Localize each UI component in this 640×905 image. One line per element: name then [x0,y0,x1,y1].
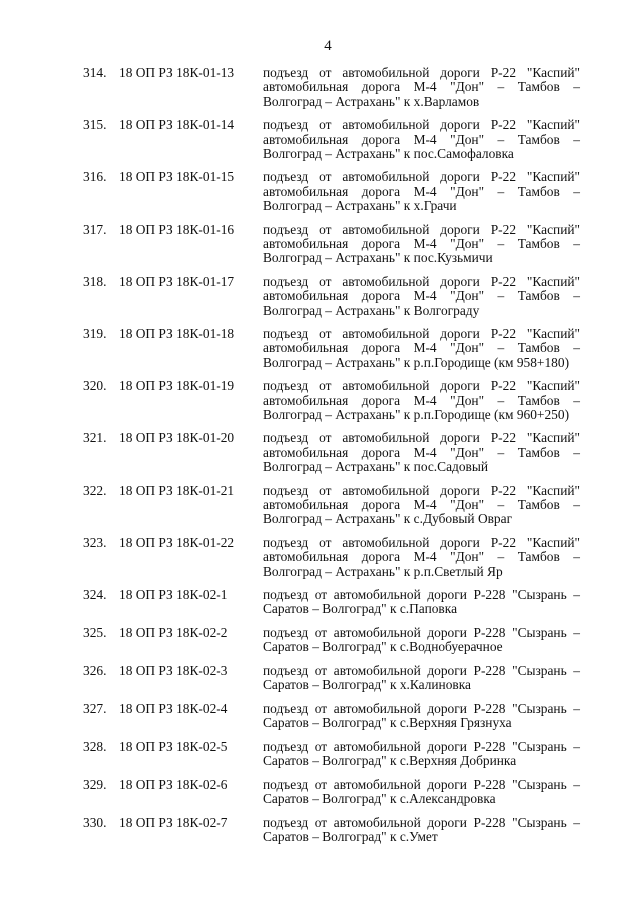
entry-number: 316. [83,169,107,185]
road-code: 18 ОП РЗ 18К-01-18 [119,325,235,341]
list-item [0,431,640,483]
road-description: подъезд от автомобильной дороги Р-22 "Каспий" автомобильная дорога М-4 "Дон" – Тамбов – Волгоград – Астрахань" к пос.Садовый [263,430,580,475]
list-item [0,816,640,854]
road-description: подъезд от автомобильной дороги Р-228 "Сызрань – Саратов – Волгоград" к с.Умет [263,814,580,845]
list-item [0,379,640,431]
road-description: подъезд от автомобильной дороги Р-228 "Сызрань – Саратов – Волгоград" к х.Калиновка [263,662,580,693]
entry-number: 327. [83,700,107,716]
entry-number: 314. [83,65,107,80]
list-item [0,626,640,664]
entry-number: 328. [83,738,107,754]
entry-number: 321. [83,430,107,446]
list-item [0,66,640,118]
list-item [0,118,640,170]
entry-number: 325. [83,624,107,640]
road-code: 18 ОП РЗ 18К-01-17 [119,273,235,289]
entry-number: 318. [83,273,107,289]
road-description: подъезд от автомобильной дороги Р-22 "Каспий" автомобильная дорога М-4 "Дон" – Тамбов – Волгоград – Астрахань" к р.п.Городище (км 958+180) [263,325,580,370]
entry-number: 317. [83,221,107,237]
road-description: подъезд от автомобильной дороги Р-228 "Сызрань – Саратов – Волгоград" к с.Александровка [263,776,580,807]
list-item [0,740,640,778]
road-code: 18 ОП РЗ 18К-02-6 [119,776,228,792]
list-item [0,588,640,626]
road-code: 18 ОП РЗ 18К-02-7 [119,814,228,830]
road-code: 18 ОП РЗ 18К-02-5 [119,738,228,754]
road-description: подъезд от автомобильной дороги Р-22 "Каспий" автомобильная дорога М-4 "Дон" – Тамбов – Волгоград – Астрахань" к х.Грачи [263,169,580,214]
road-code: 18 ОП РЗ 18К-01-16 [119,221,235,237]
entry-number: 330. [83,814,107,830]
list-item [0,778,640,816]
entry-number: 315. [83,117,107,133]
list-item [0,536,640,588]
list-item [0,702,640,740]
road-code: 18 ОП РЗ 18К-02-4 [119,700,228,716]
road-description: подъезд от автомобильной дороги Р-22 "Каспий" автомобильная дорога М-4 "Дон" – Тамбов – Волгоград – Астрахань" к р.п.Светлый Яр [263,534,580,579]
list-item [0,275,640,327]
road-code: 18 ОП РЗ 18К-01-14 [119,117,235,133]
entry-number: 322. [83,482,107,498]
list-item [0,223,640,275]
entry-number: 320. [83,378,107,394]
road-description: подъезд от автомобильной дороги Р-22 "Каспий" автомобильная дорога М-4 "Дон" – Тамбов – Волгоград – Астрахань" к пос.Кузьмичи [263,221,580,266]
road-code: 18 ОП РЗ 18К-02-1 [119,586,228,602]
list-item [0,170,640,222]
road-code: 18 ОП РЗ 18К-01-20 [119,430,235,446]
entry-number: 319. [83,325,107,341]
road-code: 18 ОП РЗ 18К-01-15 [119,169,235,185]
road-description: подъезд от автомобильной дороги Р-22 "Каспий" автомобильная дорога М-4 "Дон" – Тамбов – Волгоград – Астрахань" к с.Дубовый Овраг [263,482,580,527]
road-description: подъезд от автомобильной дороги Р-22 "Каспий" автомобильная дорога М-4 "Дон" – Тамбов – Волгоград – Астрахань" к Волгограду [263,273,580,318]
road-code: 18 ОП РЗ 18К-01-19 [119,378,235,394]
page-number: 4 [324,38,332,54]
entry-number: 329. [83,776,107,792]
road-code: 18 ОП РЗ 18К-01-13 [119,65,235,80]
road-description: подъезд от автомобильной дороги Р-22 "Каспий" автомобильная дорога М-4 "Дон" – Тамбов – Волгоград – Астрахань" к пос.Самофаловка [263,117,580,161]
road-description: подъезд от автомобильной дороги Р-22 "Каспий" автомобильная дорога М-4 "Дон" – Тамбов – Волгоград – Астрахань" к х.Варламов [263,65,580,109]
road-description: подъезд от автомобильной дороги Р-228 "Сызрань – Саратов – Волгоград" к с.Паповка [263,586,580,617]
entry-number: 323. [83,534,107,550]
entry-number: 324. [83,586,107,602]
list-item [0,484,640,536]
road-description: подъезд от автомобильной дороги Р-22 "Каспий" автомобильная дорога М-4 "Дон" – Тамбов – Волгоград – Астрахань" к р.п.Городище (км 960+250) [263,378,580,422]
road-description: подъезд от автомобильной дороги Р-228 "Сызрань – Саратов – Волгоград" к с.Верхняя Добринка [263,738,580,769]
entry-number: 326. [83,662,107,678]
list-item [0,327,640,379]
road-list [0,66,640,854]
road-code: 18 ОП РЗ 18К-01-21 [119,482,235,498]
road-code: 18 ОП РЗ 18К-02-2 [119,624,228,640]
road-code: 18 ОП РЗ 18К-01-22 [119,534,235,550]
road-code: 18 ОП РЗ 18К-02-3 [119,662,228,678]
road-description: подъезд от автомобильной дороги Р-228 "Сызрань – Саратов – Волгоград" к с.Верхняя Грязнуха [263,700,580,731]
road-description: подъезд от автомобильной дороги Р-228 "Сызрань – Саратов – Волгоград" к с.Воднобуерачное [263,624,580,655]
list-item [0,664,640,702]
